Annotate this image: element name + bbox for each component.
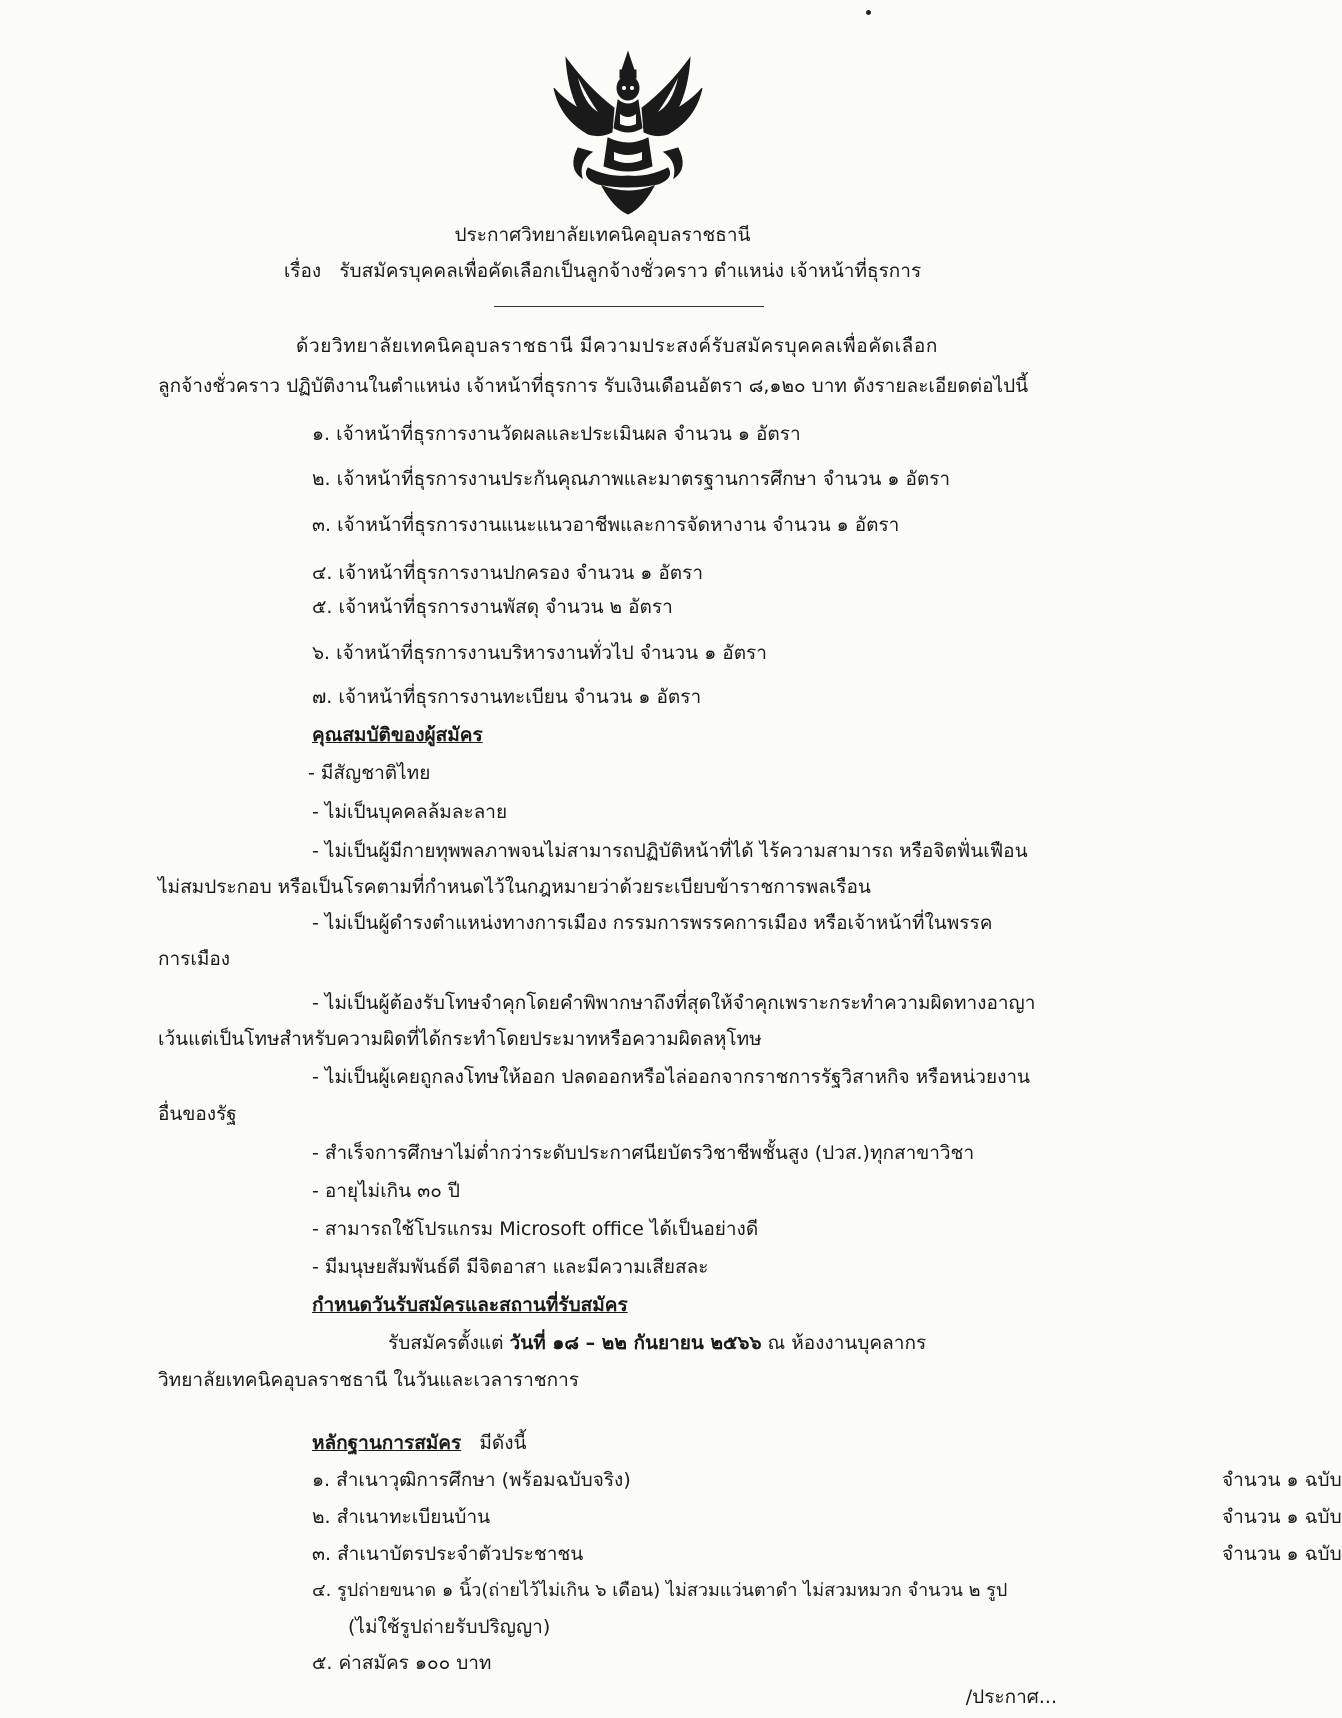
position-item: ๕. เจ้าหน้าที่ธุรการงานพัสดุ จำนวน ๒ อัตรา (312, 596, 673, 618)
qualification-item: - อายุไม่เกิน ๓๐ ปี (312, 1180, 460, 1202)
qualification-item: - มีสัญชาติไทย (308, 762, 431, 784)
qualification-item-cont: เว้นแต่เป็นโทษสำหรับความผิดที่ได้กระทำโดยประมาทหรือความผิดลหุโทษ (158, 1028, 762, 1050)
evidence-item-text: ๑. สำเนาวุฒิการศึกษา (พร้อมฉบับจริง) (312, 1469, 631, 1491)
evidence-item-qty: จำนวน ๑ ฉบับ (1222, 1506, 1342, 1528)
position-item: ๑. เจ้าหน้าที่ธุรการงานวัดผลและประเมินผล จำนวน ๑ อัตรา (312, 423, 801, 445)
evidence-item (312, 1541, 1342, 1567)
evidence-item (312, 1504, 1342, 1530)
schedule-location: ณ ห้องงานบุคลากร (761, 1332, 927, 1354)
evidence-item-4: ๔. รูปถ่ายขนาด ๑ นิ้ว(ถ่ายไว้ไม่เกิน ๖ เดือน) ไม่สวมแว่นตาดำ ไม่สวมหมวก จำนวน ๒ รูป (312, 1580, 1008, 1601)
evidence-item-4-cont: (ไม่ใช้รูปถ่ายรับปริญญา) (348, 1616, 551, 1638)
qualification-item: - ไม่เป็นผู้เคยถูกลงโทษให้ออก ปลดออกหรือไล่ออกจากราชการรัฐวิสาหกิจ หรือหน่วยงาน (312, 1066, 1031, 1088)
schedule-line-1 (388, 1330, 926, 1356)
schedule-prefix: รับสมัครตั้งแต่ (388, 1332, 510, 1354)
evidence-heading-suffix: มีดังนี้ (479, 1432, 527, 1454)
qualification-item-cont: การเมือง (158, 948, 231, 970)
qualification-item: - สามารถใช้โปรแกรม Microsoft office ได้เป็นอย่างดี (312, 1218, 759, 1240)
evidence-item-5: ๕. ค่าสมัคร ๑๐๐ บาท (312, 1652, 492, 1674)
evidence-item-qty: จำนวน ๑ ฉบับ (1222, 1469, 1342, 1491)
garuda-emblem-icon (548, 48, 708, 218)
evidence-item-text: ๓. สำเนาบัตรประจำตัวประชาชน (312, 1543, 584, 1565)
evidence-item-qty: จำนวน ๑ ฉบับ (1222, 1543, 1342, 1565)
schedule-dates: วันที่ ๑๘ – ๒๒ กันยายน ๒๕๖๖ (509, 1332, 762, 1354)
schedule-heading: กำหนดวันรับสมัครและสถานที่รับสมัคร (312, 1294, 628, 1316)
title-divider (494, 306, 764, 307)
evidence-item (312, 1467, 1342, 1493)
subject-text: รับสมัครบุคคลเพื่อคัดเลือกเป็นลูกจ้างชั่วคราว ตำแหน่ง เจ้าหน้าที่ธุรการ (339, 260, 922, 282)
evidence-heading-row (312, 1430, 527, 1456)
position-item: ๓. เจ้าหน้าที่ธุรการงานแนะแนวอาชีพและการจัดหางาน จำนวน ๑ อัตรา (312, 514, 900, 536)
evidence-heading: หลักฐานการสมัคร (312, 1432, 462, 1454)
intro-line-1: ด้วยวิทยาลัยเทคนิคอุบลราชธานี มีความประสงค์รับสมัครบุคคลเพื่อคัดเลือก (296, 335, 939, 357)
qualification-item: - ไม่เป็นผู้ต้องรับโทษจำคุกโดยคำพิพากษาถึงที่สุดให้จำคุกเพราะกระทำความผิดทางอาญา (312, 992, 1036, 1014)
evidence-item-text: ๒. สำเนาทะเบียนบ้าน (312, 1506, 491, 1528)
qualification-item: - ไม่เป็นผู้ดำรงตำแหน่งทางการเมือง กรรมการพรรคการเมือง หรือเจ้าหน้าที่ในพรรค (312, 912, 993, 934)
qualification-item: - ไม่เป็นผู้มีกายทุพพลภาพจนไม่สามารถปฏิบัติหน้าที่ได้ ไร้ความสามารถ หรือจิตฟั่นเฟือน (312, 840, 1028, 862)
qualification-item-cont: อื่นของรัฐ (158, 1103, 237, 1125)
schedule-line-2: วิทยาลัยเทคนิคอุบลราชธานี ในวันและเวลาราชการ (158, 1369, 580, 1391)
speck (866, 10, 871, 15)
announcement-subject (0, 258, 1205, 284)
qualifications-heading: คุณสมบัติของผู้สมัคร (312, 724, 483, 746)
qualification-item: - สำเร็จการศึกษาไม่ต่ำกว่าระดับประกาศนียบัตรวิชาชีพชั้นสูง (ปวส.)ทุกสาขาวิชา (312, 1142, 975, 1164)
qualification-item: - มีมนุษยสัมพันธ์ดี มีจิตอาสา และมีความเสียสละ (312, 1256, 709, 1278)
position-item: ๒. เจ้าหน้าที่ธุรการงานประกันคุณภาพและมาตรฐานการศึกษา จำนวน ๑ อัตรา (312, 468, 951, 490)
intro-line-2: ลูกจ้างชั่วคราว ปฏิบัติงานในตำแหน่ง เจ้าหน้าที่ธุรการ รับเงินเดือนอัตรา ๘,๑๒๐ บาท ดังรายละเอียดต่อไปนี้ (158, 375, 1029, 397)
position-item: ๔. เจ้าหน้าที่ธุรการงานปกครอง จำนวน ๑ อัตรา (312, 562, 703, 584)
qualification-item-cont: ไม่สมประกอบ หรือเป็นโรคตามที่กำหนดไว้ในกฎหมายว่าด้วยระเบียบข้าราชการพลเรือน (158, 876, 871, 898)
position-item: ๖. เจ้าหน้าที่ธุรการงานบริหารงานทั่วไป จำนวน ๑ อัตรา (312, 642, 767, 664)
qualification-item: - ไม่เป็นบุคคลล้มละลาย (312, 801, 508, 823)
continued-marker: /ประกาศ... (965, 1686, 1057, 1708)
subject-label: เรื่อง (283, 260, 322, 282)
position-item: ๗. เจ้าหน้าที่ธุรการงานทะเบียน จำนวน ๑ อัตรา (312, 686, 702, 708)
announcement-title: ประกาศวิทยาลัยเทคนิคอุบลราชธานี (454, 224, 751, 246)
